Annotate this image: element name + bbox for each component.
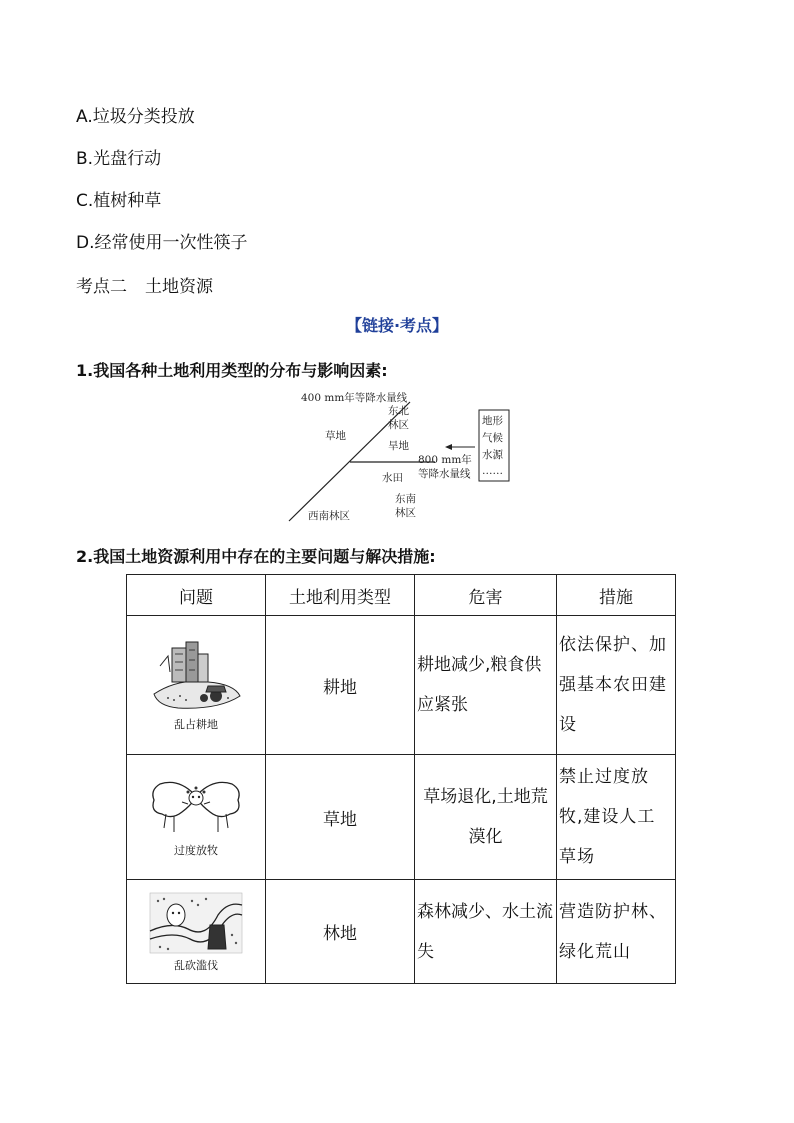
problem-cell — [127, 755, 266, 880]
table-row — [127, 616, 676, 755]
table-header-row — [127, 575, 676, 616]
label-grassland: 草地 — [325, 430, 346, 442]
section-label: 考点二 — [76, 277, 127, 297]
land-type-cell: 林地 — [266, 880, 415, 984]
factor-climate: 气候 — [482, 432, 503, 444]
harm-cell: 草场退化,土地荒漠化 — [415, 755, 557, 880]
problem-cell — [127, 880, 266, 984]
option-c: C.植树种草 — [76, 191, 162, 211]
label-northeast-2: 林区 — [388, 419, 409, 431]
harm-cell: 森林减少、水土流失 — [415, 880, 557, 984]
overgrazing-illustration — [148, 776, 244, 840]
table-row — [127, 880, 676, 984]
header-harm: 危害 — [415, 575, 557, 616]
caption-farmland: 乱占耕地 — [174, 718, 218, 731]
label-400mm-line: 400 mm年等降水量线 — [301, 392, 408, 404]
option-b: B.光盘行动 — [76, 149, 162, 169]
label-paddy: 水田 — [382, 472, 403, 484]
section-heading — [76, 272, 213, 297]
label-southwest-forest: 西南林区 — [308, 510, 350, 522]
caption-logging: 乱砍滥伐 — [174, 958, 218, 972]
section-title: 土地资源 — [145, 277, 213, 297]
link-title: 【链接·考点】 — [345, 316, 449, 335]
land-use-diagram — [285, 388, 525, 528]
label-southeast-2: 林区 — [395, 507, 416, 519]
harm-cell: 耕地减少,粮食供应紧张 — [415, 616, 557, 755]
label-southeast-1: 东南 — [395, 493, 416, 505]
point1-heading: 1.我国各种土地利用类型的分布与影响因素: — [76, 361, 388, 380]
point2-heading: 2.我国土地资源利用中存在的主要问题与解决措施: — [76, 547, 436, 566]
header-problem: 问题 — [127, 575, 266, 616]
measure-cell: 依法保护、加强基本农田建设 — [557, 616, 676, 755]
farmland-occupation-illustration — [148, 638, 244, 714]
table-row — [127, 755, 676, 880]
header-land-type: 土地利用类型 — [266, 575, 415, 616]
option-d: D.经常使用一次性筷子 — [76, 233, 248, 253]
factor-water: 水源 — [482, 449, 503, 461]
option-a: A.垃圾分类投放 — [76, 107, 195, 127]
deforestation-illustration — [148, 891, 244, 955]
header-measure: 措施 — [557, 575, 676, 616]
label-northeast-1: 东北 — [388, 405, 409, 417]
problem-cell — [127, 616, 266, 755]
factor-etc: …… — [482, 465, 503, 477]
factor-terrain: 地形 — [482, 415, 503, 427]
land-type-cell: 草地 — [266, 755, 415, 880]
label-dryland: 旱地 — [388, 440, 409, 452]
label-800mm-line-2: 等降水量线 — [418, 468, 471, 480]
label-800mm-line-1: 800 mm年 — [418, 454, 472, 466]
measure-cell: 营造防护林、绿化荒山 — [557, 880, 676, 984]
measure-cell: 禁止过度放牧,建设人工草场 — [557, 755, 676, 880]
arrow-head-icon — [445, 444, 452, 450]
land-problems-table — [126, 574, 676, 984]
caption-grazing: 过度放牧 — [174, 844, 218, 857]
land-type-cell: 耕地 — [266, 616, 415, 755]
